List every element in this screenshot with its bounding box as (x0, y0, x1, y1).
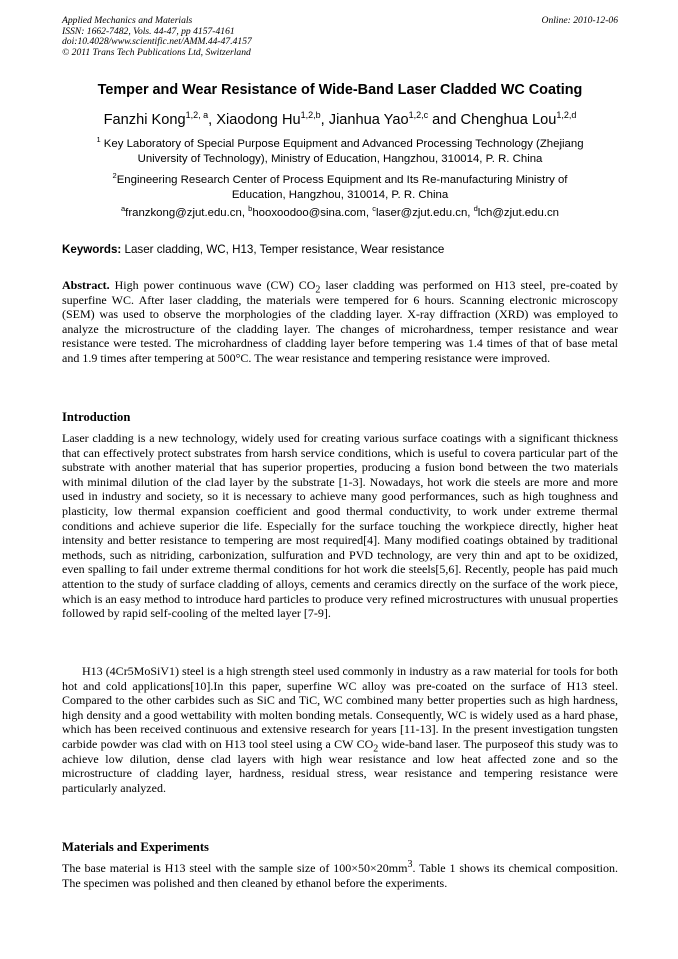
section-heading-introduction: Introduction (62, 410, 131, 424)
paragraph-text: wide-band laser. The purposeof this study was to achieve low dilution, dense clad layers with high wear resistance and low heat affected zone and so the microstructure of cladding layer, hardness, residual stress, wear resistance and tempering resistance were particularly analyzed. (62, 736, 619, 795)
email-mark: d (473, 204, 478, 214)
journal-header (62, 16, 618, 58)
journal-issn: ISSN: 1662-7482, Vols. 44-47, pp 4157-4161 (62, 25, 235, 37)
email-address: hooxoodoo@sina.com, (252, 207, 373, 219)
section-heading-materials: Materials and Experiments (62, 840, 209, 854)
email-mark: a (120, 204, 126, 214)
email-list (62, 204, 618, 219)
abstract-text: laser cladding was performed on H13 steel, pre-coated by superfine WC. After laser cladding, the materials were tempered for 6 hours. Scanning electronic microscopy (SEM) was used to observe the morphologies of the cladding layer. X-ray diffraction (XRD) was employed to analyze the microstructure of the cladding layer. The changes of microhardness, temper resistance and wear resistance were tested. The microhardness of cladding layer before tempering was 1.4 times of that of base metal and 1.9 times after tempering at 500°C. The wear resistance and tempering resistance were improved. (62, 278, 618, 365)
affiliation-line: University of Technology), Ministry of Education, Hangzhou, 310014, P. R. China (137, 153, 543, 165)
author-affiliation-mark: 1,2,c (408, 110, 429, 121)
online-date: Online: 2010-12-06 (541, 15, 618, 26)
paragraph-text: . Table 1 shows its chemical composition. The specimen was polished and then cleaned by ethanol before the experiments. (62, 861, 618, 890)
paper-title: Temper and Wear Resistance of Wide-Band Laser Cladded WC Coating (97, 82, 583, 98)
author-list (62, 112, 618, 128)
affiliation-2 (62, 173, 618, 203)
author-name: Xiaodong Hu (216, 112, 301, 128)
affiliation-line: Education, Hangzhou, 310014, P. R. China (231, 189, 449, 201)
affiliation-mark: 2 (112, 171, 117, 181)
affiliation-mark: 1 (96, 135, 101, 145)
superscript: 3 (407, 859, 413, 870)
subscript: 2 (315, 284, 321, 296)
author-affiliation-mark: 1,2,d (556, 110, 577, 121)
author-affiliation-mark: 1,2,b (300, 110, 321, 121)
author-separator: and (428, 112, 461, 128)
email-address: laser@zjut.edu.cn, (375, 207, 474, 219)
keywords-text: Laser cladding, WC, H13, Temper resistance, Wear resistance (121, 243, 445, 256)
author-separator: , (320, 112, 329, 128)
journal-copyright: © 2011 Trans Tech Publications Ltd, Switzerland (62, 46, 251, 58)
subscript: 2 (373, 743, 379, 755)
author-affiliation-mark: 1,2, a (185, 110, 209, 121)
email-mark: c (372, 204, 376, 214)
journal-name: Applied Mechanics and Materials (62, 15, 193, 26)
affiliation-line: Key Laboratory of Special Purpose Equipment and Advanced Processing Technology (Zhejiang (100, 138, 584, 150)
keywords-label: Keywords: (62, 243, 122, 256)
abstract (62, 278, 618, 366)
author-name: Chenghua Lou (460, 112, 557, 128)
email-address: lch@zjut.edu.cn (477, 207, 560, 219)
intro-paragraph-1: Laser cladding is a new technology, widely used for creating various surface coatings with a significant thickness that can effectively protect substrates from harsh service conditions, which is useful to covera particular part of the substrate with another material that has superior properties, producing a fusion bond between the two materials with minimal dilution of the clad layer by the substrate [1-3]. Nowadays, hot work die steels are more and more used in industry and society, so it is necessary to achieve many good performances, such as high toughness and plasticity, low thermal expansion coefficient and good thermal conductivity, to work under extreme thermal conditions and achieve superior die life. Especially for the surface touching the workpiece directly, higher heat intensity and better resistance to tempering are most required[4]. Many modified coatings obtained by traditional methods, such as nitriding, carbonization, sulfuration and PVD technology, are very thin and apt to be oxidized, even spalling to fail under extreme thermal conditions for hot work die steels[5,6]. Recently, people has paid much attention to the study of surface cladding of alloys, cements and ceramics directly on the surface of the work piece, which is an easy method to introduce hard particles to produce very refined microstructures with unusual properties followed by rapid self-cooling of the melted layer [7-9]. (62, 431, 618, 621)
author-separator: , (208, 112, 217, 128)
affiliation-line: Engineering Research Center of Process Equipment and Its Re-manufacturing Ministry of (116, 174, 568, 186)
affiliation-1 (62, 137, 618, 167)
journal-doi: doi:10.4028/www.scientific.net/AMM.44-47.4157 (62, 36, 252, 48)
intro-paragraph-2 (62, 664, 618, 795)
email-mark: b (248, 204, 253, 214)
paragraph-text: H13 (4Cr5MoSiV1) steel is a high strength steel used commonly in industry as a raw material for tools for both hot and cold applications[10].In this paper, superfine WC alloy was pre-coated on the surface of H13 steel. Compared to the other carbides such as SiC and TiC, WC combined many better properties such as high hardness, high density and a good wettability with molten bonding metals. Consequently, WC is widely used as a hard phase, which has been received continuous and extensive research for years [11-13]. In the present investigation tungsten carbide powder was clad with on H13 tool steel using a CW CO (62, 664, 618, 751)
abstract-text: High power continuous wave (CW) CO (109, 278, 316, 292)
email-address: franzkong@zjut.edu.cn, (125, 207, 249, 219)
author-name: Fanzhi Kong (103, 112, 186, 128)
materials-paragraph (62, 861, 618, 890)
abstract-label: Abstract. (62, 278, 110, 292)
paragraph-text: The base material is H13 steel with the sample size of 100×50×20mm (62, 861, 408, 875)
keywords (62, 243, 618, 256)
author-name: Jianhua Yao (328, 112, 409, 128)
